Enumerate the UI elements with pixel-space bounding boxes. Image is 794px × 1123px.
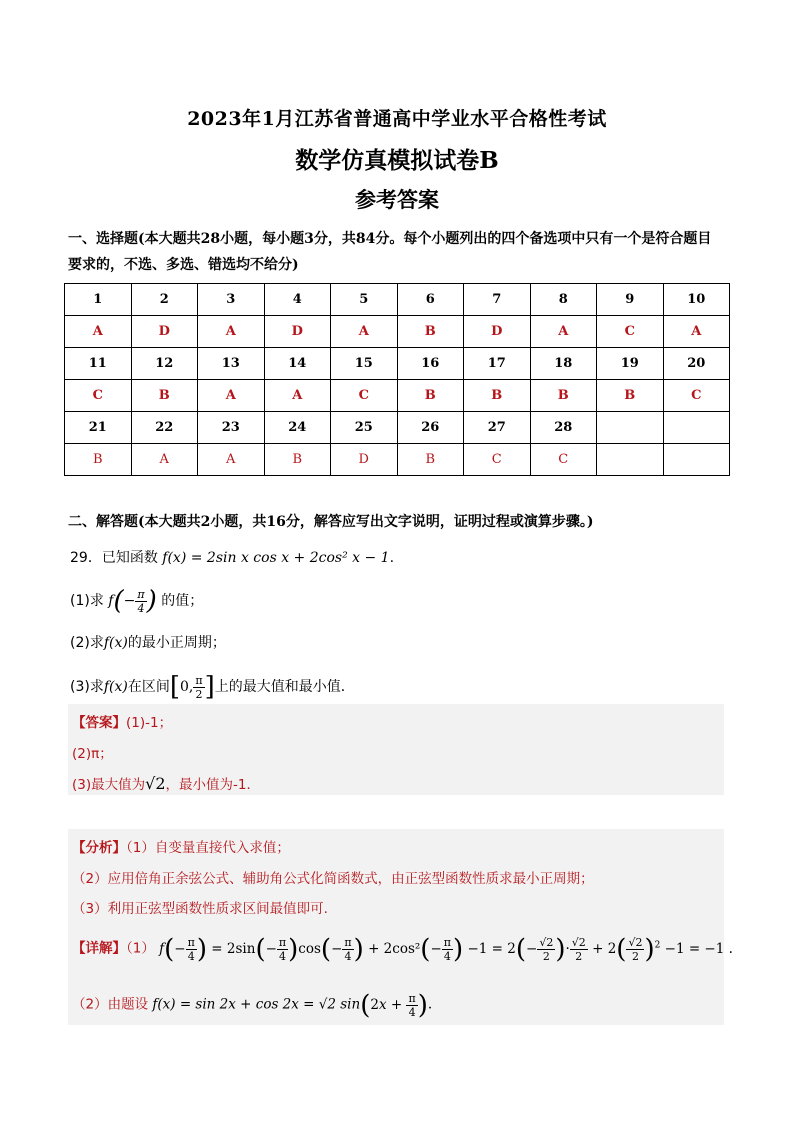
answer-cell: C bbox=[331, 380, 398, 412]
detail-line1: 【详解】（1） f(− $\frac{\pi}{4}$ ) = 2sin(− $\frac{\pi}{4}$ )cos(− $\frac{\pi}{4}$ ) + 2cos²(− $\frac{\pi}{4}$ ) −1 = 2(− $\frac{√2}{2}$ )· $\frac{√2}{2}$ + 2( $\frac{√2}{2}$ )$^2$ −1 = −1 . bbox=[72, 934, 733, 964]
answer-row bbox=[65, 444, 730, 476]
answer-cell: B bbox=[65, 444, 132, 476]
detail1-formula: f(− $\frac{\pi}{4}$ ) = 2sin(− $\frac{\pi}{4}$ )cos(− $\frac{\pi}{4}$ ) + 2cos²(− $\frac{\pi}{4}$ ) −1 = 2(− $\frac{√2}{2}$ )· $\frac{√2}{2}$ + 2( $\frac{√2}{2}$ )$^2$ −1 = −1 . bbox=[159, 934, 733, 964]
question-number-row bbox=[65, 348, 730, 380]
answer-cell: C bbox=[530, 444, 597, 476]
question-number-cell: 3 bbox=[198, 284, 265, 316]
answer-cell: B bbox=[397, 316, 464, 348]
answer-cell: B bbox=[131, 380, 198, 412]
question-number-cell: 1 bbox=[65, 284, 132, 316]
answer-cell: B bbox=[464, 380, 531, 412]
analysis-line2: （2）应用倍角正余弦公式、辅助角公式化简函数式，由正弦型函数性质求最小正周期； bbox=[72, 871, 594, 887]
answer-cell: C bbox=[464, 444, 531, 476]
analysis-line3: （3）利用正弦型函数性质求区间最值即可. bbox=[72, 901, 328, 917]
answer-cell: B bbox=[264, 444, 331, 476]
f-of-neg-pi-over-4: f(− $\frac{\pi}{4}$ ) bbox=[108, 586, 157, 616]
question-number-cell: 9 bbox=[597, 284, 664, 316]
question-number-cell bbox=[663, 412, 730, 444]
answer-cell: B bbox=[397, 444, 464, 476]
answer-cell: A bbox=[331, 316, 398, 348]
answer-cell: A bbox=[663, 316, 730, 348]
function-formula: f(x) = 2sin x cos x + 2cos² x − 1 bbox=[162, 550, 390, 566]
answer-cell: D bbox=[331, 444, 398, 476]
question-29-stem: 29．已知函数 f(x) = 2sin x cos x + 2cos² x − 1. bbox=[70, 550, 395, 566]
question-number-cell: 2 bbox=[131, 284, 198, 316]
answer-cell: B bbox=[597, 380, 664, 412]
answer-row bbox=[65, 316, 730, 348]
question-number-cell: 24 bbox=[264, 412, 331, 444]
answer-key-title: 参考答案 bbox=[355, 187, 439, 212]
answer-cell: A bbox=[264, 380, 331, 412]
answer-cell: A bbox=[65, 316, 132, 348]
question-number-cell: 10 bbox=[663, 284, 730, 316]
question-number-cell: 17 bbox=[464, 348, 531, 380]
question-number-cell: 18 bbox=[530, 348, 597, 380]
answer-cell: C bbox=[65, 380, 132, 412]
answer-cell: D bbox=[264, 316, 331, 348]
answer-cell bbox=[663, 444, 730, 476]
answer-table bbox=[64, 283, 730, 476]
answer-cell bbox=[597, 444, 664, 476]
answer-cell: A bbox=[198, 316, 265, 348]
question-number-cell: 6 bbox=[397, 284, 464, 316]
answer-cell: C bbox=[597, 316, 664, 348]
detail-line2: （2）由题设 f(x) = sin 2x + cos 2x = √2 sin(2x + $\frac{\pi}{4}$ ). bbox=[72, 990, 433, 1020]
answer-line1: 【答案】(1)-1； bbox=[72, 715, 173, 731]
question-29-part3: (3)求f(x)在区间[0, $\frac{\pi}{2}$ ]上的最大值和最小值． bbox=[70, 672, 355, 702]
answer-line3: (3)最大值为√2，最小值为-1． bbox=[72, 774, 260, 793]
question-29-part2: (2)求f(x)的最小正周期； bbox=[70, 635, 226, 651]
question-number-cell: 7 bbox=[464, 284, 531, 316]
question-number-cell: 8 bbox=[530, 284, 597, 316]
question-number-cell: 5 bbox=[331, 284, 398, 316]
question-29-part1: (1)求 f(− $\frac{\pi}{4}$ ) 的值； bbox=[70, 586, 204, 616]
answer-cell: D bbox=[131, 316, 198, 348]
question-number-cell: 15 bbox=[331, 348, 398, 380]
exam-subtitle: 数学仿真模拟试卷B bbox=[295, 147, 499, 174]
answer-cell: A bbox=[131, 444, 198, 476]
question-number-cell: 19 bbox=[597, 348, 664, 380]
question-number-cell: 20 bbox=[663, 348, 730, 380]
question-number-cell bbox=[597, 412, 664, 444]
answer-line2: (2)π； bbox=[72, 746, 113, 762]
question-number-cell: 28 bbox=[530, 412, 597, 444]
answer-cell: A bbox=[530, 316, 597, 348]
question-number-cell: 14 bbox=[264, 348, 331, 380]
answer-cell: B bbox=[397, 380, 464, 412]
question-number-cell: 16 bbox=[397, 348, 464, 380]
section1-heading: 一、选择题(本大题共28小题，每小题3分，共84分。每个小题列出的四个备选项中只有一个是符合题目 要求的，不选、多选、错选均不给分) bbox=[68, 231, 712, 273]
question-number-cell: 21 bbox=[65, 412, 132, 444]
question-number-row bbox=[65, 284, 730, 316]
interval: [0, $\frac{\pi}{2}$ ] bbox=[169, 672, 215, 702]
section2-heading: 二、解答题(本大题共2小题，共16分，解答应写出文字说明，证明过程或演算步骤。) bbox=[68, 514, 594, 530]
question-number-cell: 25 bbox=[331, 412, 398, 444]
answer-cell: C bbox=[663, 380, 730, 412]
answer-row bbox=[65, 380, 730, 412]
question-number-cell: 22 bbox=[131, 412, 198, 444]
answer-cell: A bbox=[198, 380, 265, 412]
analysis-line1: 【分析】（1）自变量直接代入求值； bbox=[72, 840, 290, 856]
question-number-cell: 4 bbox=[264, 284, 331, 316]
question-number-cell: 27 bbox=[464, 412, 531, 444]
answer-cell: D bbox=[464, 316, 531, 348]
question-number-cell: 26 bbox=[397, 412, 464, 444]
answer-cell: B bbox=[530, 380, 597, 412]
question-number-cell: 13 bbox=[198, 348, 265, 380]
question-number-row bbox=[65, 412, 730, 444]
answer-cell: A bbox=[198, 444, 265, 476]
question-number-cell: 12 bbox=[131, 348, 198, 380]
exam-title: 2023年1月江苏省普通高中学业水平合格性考试 bbox=[187, 108, 607, 130]
question-number-cell: 23 bbox=[198, 412, 265, 444]
question-number-cell: 11 bbox=[65, 348, 132, 380]
